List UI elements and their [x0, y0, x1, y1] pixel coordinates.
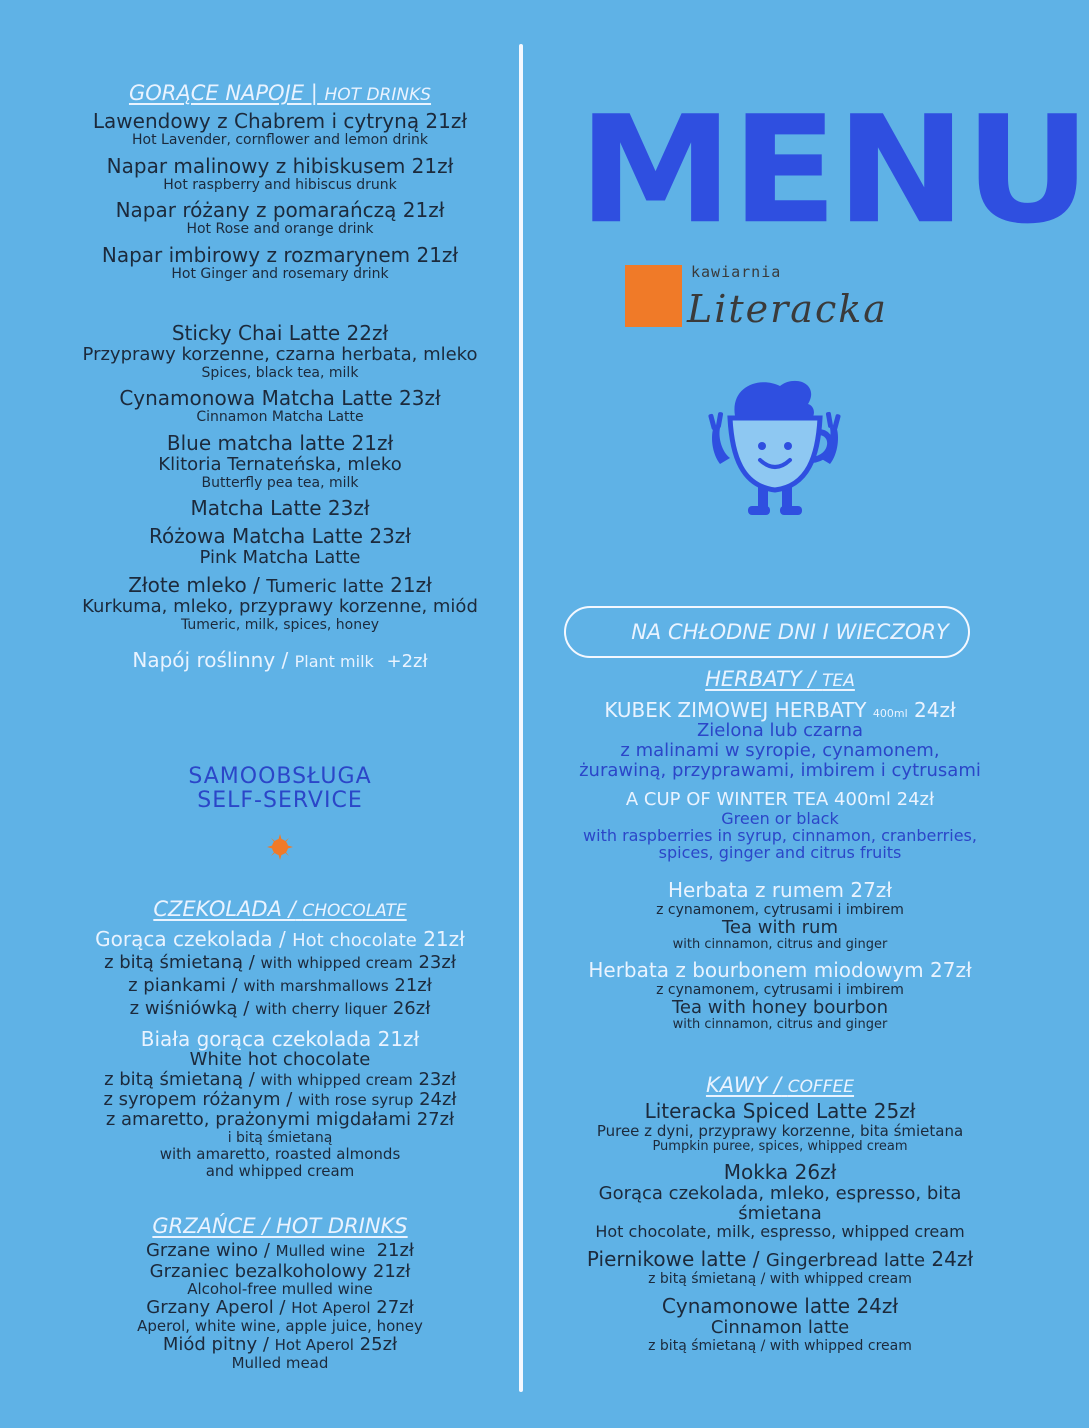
item-name: Miód pitny / Hot Aperol 25zł [162, 1334, 398, 1355]
item-desc: Butterfly pea tea, milk [201, 475, 359, 491]
item-desc-pl: Kurkuma, mleko, przyprawy korzenne, miód [82, 596, 478, 617]
item-name: Cynamonowa Matcha Latte 23zł [119, 386, 441, 410]
winter-tea-desc-en: spices, ginger and citrus fruits [658, 843, 902, 862]
item-desc-pl: Przyprawy korzenne, czarna herbata, mleko [82, 344, 478, 365]
item-name: Cynamonowe latte 24zł [661, 1294, 899, 1318]
bourbon-tea-en: Tea with honey bourbon [671, 997, 889, 1018]
item-desc: Spices, black tea, milk [201, 365, 359, 381]
item-name: Mokka 26zł [723, 1160, 837, 1184]
logo-square [625, 265, 682, 327]
item-name: Grzany Aperol / Hot Aperol 27zł [146, 1297, 414, 1318]
rum-tea-name: Herbata z rumem 27zł [668, 878, 892, 902]
item-desc: Cinnamon latte [710, 1317, 850, 1338]
item-name: Literacka Spiced Latte 25zł [644, 1099, 916, 1123]
self-service-line1: SAMOOBSŁUGA [188, 764, 372, 789]
option-line: z piankami / with marshmallows 21zł [128, 975, 432, 996]
mulled-heading: GRZAŃCE / HOT DRINKS [152, 1214, 408, 1238]
item-desc: Puree z dyni, przyprawy korzenne, bita śmietana [596, 1122, 964, 1140]
item-desc: Hot Rose and orange drink [186, 221, 374, 237]
winter-tea-en: A CUP OF WINTER TEA 400ml 24zł [625, 789, 935, 810]
self-service-line2: SELF-SERVICE [197, 788, 363, 813]
item-desc: Aperol, white wine, apple juice, honey [137, 1317, 423, 1335]
option-desc: with amaretto, roasted almonds [159, 1145, 401, 1163]
item-name: Lawendowy z Chabrem i cytryną 21zł [92, 109, 468, 133]
item-name: Napar malinowy z hibiskusem 21zł [106, 154, 454, 178]
rum-tea-en: Tea with rum [721, 917, 838, 938]
item-name: Blue matcha latte 21zł [166, 431, 394, 455]
item-desc: śmietana [738, 1203, 822, 1224]
hot-chocolate-name: Gorąca czekolada / Hot chocolate 21zł [95, 927, 465, 951]
item-name: Sticky Chai Latte 22zł [171, 321, 389, 345]
sun-icon [10, 832, 550, 862]
option-line: z syropem różanym / with rose syrup 24zł [103, 1089, 457, 1110]
bourbon-tea-desc: z cynamonem, cytrusami i imbirem [656, 982, 904, 998]
option-desc: and whipped cream [205, 1162, 355, 1180]
item-desc: Pumpkin puree, spices, whipped cream [652, 1139, 908, 1154]
item-desc: Pink Matcha Latte [199, 547, 361, 568]
item-name: Złote mleko / Tumeric latte 21zł [128, 573, 432, 597]
option-line: z wiśniówką / with cherry liquer 26zł [129, 998, 431, 1019]
item-desc: Gorąca czekolada, mleko, espresso, bita [598, 1183, 962, 1204]
winter-tea-desc-en: Green or black [721, 809, 839, 828]
chocolate-heading: CZEKOLADA / CHOCOLATE [153, 897, 407, 921]
item-name: Grzaniec bezalkoholowy 21zł [149, 1261, 411, 1282]
item-desc: Mulled mead [231, 1354, 329, 1372]
tea-heading: HERBATY / TEA [705, 667, 855, 691]
item-desc: z bitą śmietaną / with whipped cream [648, 1271, 912, 1287]
rum-tea-desc: z cynamonem, cytrusami i imbirem [656, 902, 904, 918]
item-name: Różowa Matcha Latte 23zł [149, 524, 411, 548]
winter-tea-desc: Zielona lub czarna [696, 720, 864, 741]
winter-tea-desc: żurawiną, przyprawami, imbirem i cytrusami [579, 760, 981, 781]
bourbon-tea-name: Herbata z bourbonem miodowym 27zł [588, 958, 972, 982]
option-desc: i bitą śmietaną [227, 1130, 333, 1146]
item-name: Napar różany z pomarańczą 21zł [115, 198, 445, 222]
logo-big-text: Literacka [687, 287, 888, 331]
option-line: z amaretto, prażonymi migdałami 27zł [105, 1109, 455, 1130]
winter-tea-desc-en: with raspberries in syrup, cinnamon, cranberries, [583, 826, 977, 845]
logo-small-text: kawiarnia [691, 263, 782, 281]
option-line: z bitą śmietaną / with whipped cream 23zł [104, 1069, 456, 1090]
coffee-heading: KAWY / COFFEE [705, 1073, 855, 1097]
hot-drinks-heading: GORĄCE NAPOJE | HOT DRINKS [128, 81, 432, 105]
rum-tea-desc-en: with cinnamon, citrus and ginger [672, 937, 888, 952]
bourbon-tea-desc-en: with cinnamon, citrus and ginger [672, 1017, 888, 1032]
item-desc: Hot Ginger and rosemary drink [171, 266, 389, 282]
white-chocolate-name: Biała gorąca czekolada 21zł [140, 1027, 420, 1051]
cafe-logo [625, 263, 925, 333]
plant-milk-option: Napój roślinny / Plant milk +2zł [132, 648, 428, 672]
item-desc-pl: Klitoria Ternateńska, mleko [158, 454, 402, 475]
menu-title: MENU [578, 83, 1089, 257]
item-desc: Cinnamon Matcha Latte [196, 409, 364, 425]
winter-tea-desc: z malinami w syropie, cynamonem, [620, 740, 940, 761]
item-desc: Hot Lavender, cornflower and lemon drink [132, 132, 428, 148]
item-name: Grzane wino / Mulled wine 21zł [145, 1240, 415, 1261]
coffee-cup-mascot-icon [700, 376, 850, 522]
cold-days-heading: NA CHŁODNE DNI I WIECZORY [631, 620, 949, 644]
item-desc: Hot raspberry and hibiscus drunk [163, 177, 397, 193]
item-name: Matcha Latte 23zł [190, 496, 370, 520]
item-desc: z bitą śmietaną / with whipped cream [648, 1338, 912, 1354]
winter-tea-name: KUBEK ZIMOWEJ HERBATY 400ml 24zł [604, 698, 956, 722]
item-desc: Tumeric, milk, spices, honey [180, 617, 379, 633]
item-name: Napar imbirowy z rozmarynem 21zł [101, 243, 459, 267]
item-name: Piernikowe latte / Gingerbread latte 24zł [586, 1247, 974, 1271]
option-line: z bitą śmietaną / with whipped cream 23zł [104, 952, 456, 973]
item-desc: Hot chocolate, milk, espresso, whipped cream [595, 1222, 965, 1241]
item-desc: Alcohol-free mulled wine [187, 1280, 373, 1298]
white-chocolate-en: White hot chocolate [189, 1049, 371, 1070]
